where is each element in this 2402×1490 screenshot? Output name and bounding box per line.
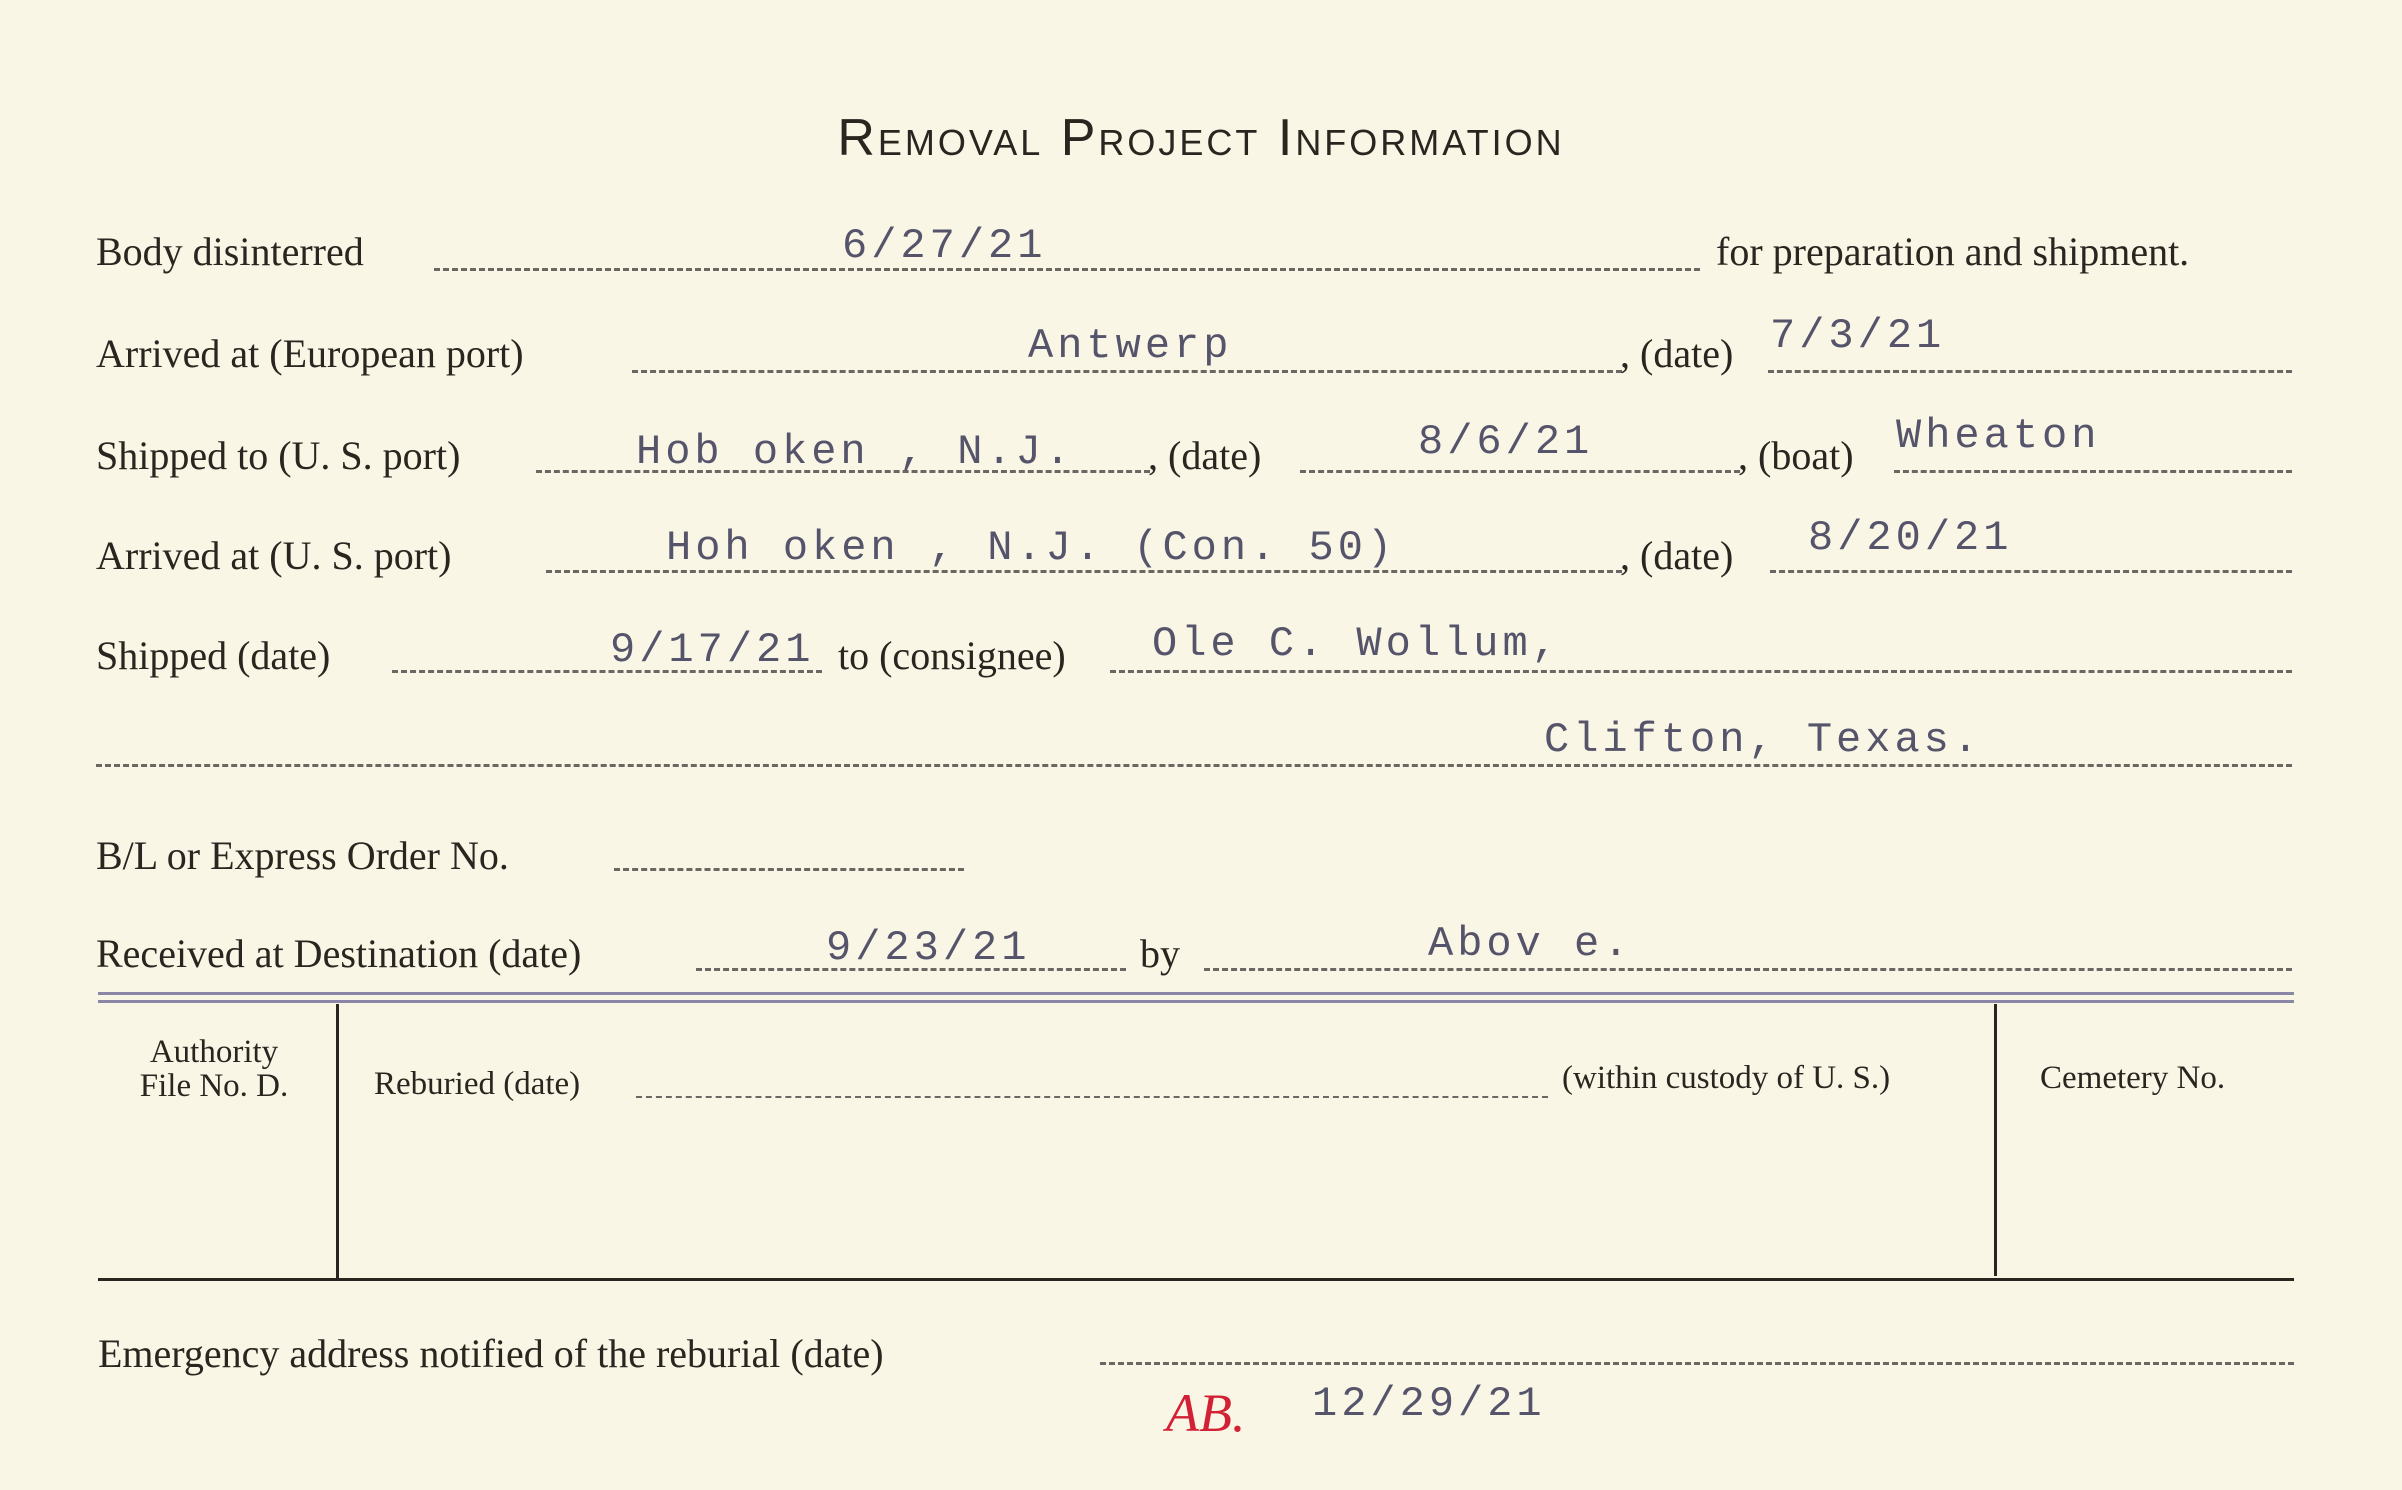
value-boat: Wheaton (1896, 412, 2101, 460)
line-boat (1894, 470, 2292, 473)
value-arrived-us-port: Hoh oken , N.J. (Con. 50) (666, 524, 1397, 572)
value-us-arrival-date: 8/20/21 (1808, 514, 2013, 562)
line-consignee-continued (96, 764, 2292, 767)
label-file-no: File No. D. (139, 1068, 289, 1104)
card-title: Removal Project Information (837, 109, 1565, 167)
handwritten-initials: AB. (1166, 1383, 1246, 1443)
line-emergency-date (1100, 1362, 2294, 1365)
divider-authority (336, 1004, 339, 1280)
label-emergency-address: Emergency address notified of the reburial (date) (98, 1331, 884, 1376)
value-consignee-name: Ole C. Wollum, (1152, 620, 1561, 668)
line-reburied (636, 1096, 1548, 1098)
double-rule-bottom (98, 1000, 2294, 1003)
double-rule-top (98, 992, 2294, 995)
line-european-port (632, 370, 1622, 373)
label-received-destination: Received at Destination (date) (96, 931, 582, 976)
line-received-by (1204, 968, 2292, 971)
label-arrived-european-port: Arrived at (European port) (96, 331, 524, 376)
label-body-disinterred: Body disinterred (96, 229, 364, 274)
value-shipped-us-port: Hob oken , N.J. (636, 428, 1075, 476)
label-cemetery-no: Cemetery No. (2040, 1060, 2226, 1096)
value-disinterred-date: 6/27/21 (842, 222, 1047, 270)
label-to-consignee: to (consignee) (838, 633, 1066, 678)
label-date-3: , (date) (1620, 533, 1734, 578)
label-boat: , (boat) (1738, 433, 1854, 478)
label-shipped-date: Shipped (date) (96, 633, 331, 678)
label-bl-express-order: B/L or Express Order No. (96, 833, 509, 878)
value-received-by: Abov e. (1428, 920, 1633, 968)
value-shipped-us-date: 8/6/21 (1418, 418, 1594, 466)
label-reburied: Reburied (date) (374, 1066, 581, 1102)
label-date-1: , (date) (1620, 331, 1734, 376)
label-for-preparation: for preparation and shipment. (1716, 229, 2190, 274)
label-authority: Authority (149, 1034, 279, 1070)
value-european-port: Antwerp (1028, 322, 1233, 370)
line-body-disinterred (434, 268, 1700, 271)
value-notified-date: 12/29/21 (1312, 1380, 1546, 1428)
label-within-custody: (within custody of U. S.) (1562, 1060, 1891, 1096)
label-date-2: , (date) (1148, 433, 1262, 478)
line-us-arrival-date (1770, 570, 2292, 573)
line-consignee (1110, 670, 2292, 673)
value-received-date: 9/23/21 (826, 924, 1031, 972)
value-consignee-address: Clifton, Texas. (1544, 716, 1983, 764)
box-bottom-rule (98, 1278, 2294, 1281)
label-shipped-us-port: Shipped to (U. S. port) (96, 433, 461, 478)
line-shipped-date (1300, 470, 1740, 473)
line-bl-express-order (614, 868, 964, 871)
divider-cemetery (1994, 1004, 1997, 1276)
value-european-arrival-date: 7/3/21 (1770, 312, 1946, 360)
label-by: by (1140, 931, 1180, 976)
value-shipped-date: 9/17/21 (610, 626, 815, 674)
label-arrived-us-port: Arrived at (U. S. port) (96, 533, 452, 578)
line-european-date (1768, 370, 2292, 373)
